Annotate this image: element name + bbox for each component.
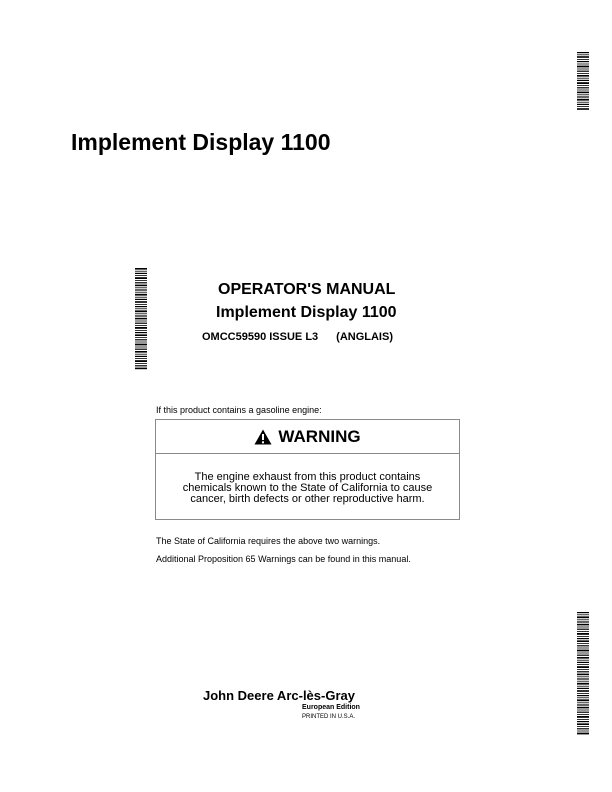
edition-label: European Edition [302, 704, 360, 711]
manual-language: (ANGLAIS) [336, 331, 393, 343]
manual-code: OMCC59590 ISSUE L3 [202, 331, 319, 343]
warning-triangle-icon [254, 429, 272, 445]
manual-title: Implement Display 1100 [216, 304, 397, 321]
warning-line: The engine exhaust from this product contains [194, 471, 421, 483]
left-barcode [135, 268, 147, 370]
manual-type: OPERATOR'S MANUAL [218, 281, 396, 298]
warning-text [156, 454, 459, 505]
page-title: Implement Display 1100 [71, 129, 331, 155]
bottom-right-barcode [577, 612, 589, 736]
gasoline-note: If this product contains a gasoline engine: [156, 405, 322, 415]
prop65-note: Additional Proposition 65 Warnings can be found in this manual. [156, 554, 411, 564]
top-right-barcode [577, 52, 589, 110]
printed-label: PRINTED IN U.S.A. [302, 714, 356, 720]
manual-code-line [202, 331, 393, 343]
company-name: John Deere Arc-lès-Gray [203, 688, 355, 703]
california-note: The State of California requires the above two warnings. [156, 536, 381, 546]
warning-header [156, 420, 459, 454]
warning-line: chemicals known to the State of California to cause [182, 482, 433, 494]
warning-label: WARNING [278, 426, 361, 446]
warning-box [155, 419, 460, 520]
warning-line: cancer, birth defects or other reproductive harm. [190, 493, 425, 505]
